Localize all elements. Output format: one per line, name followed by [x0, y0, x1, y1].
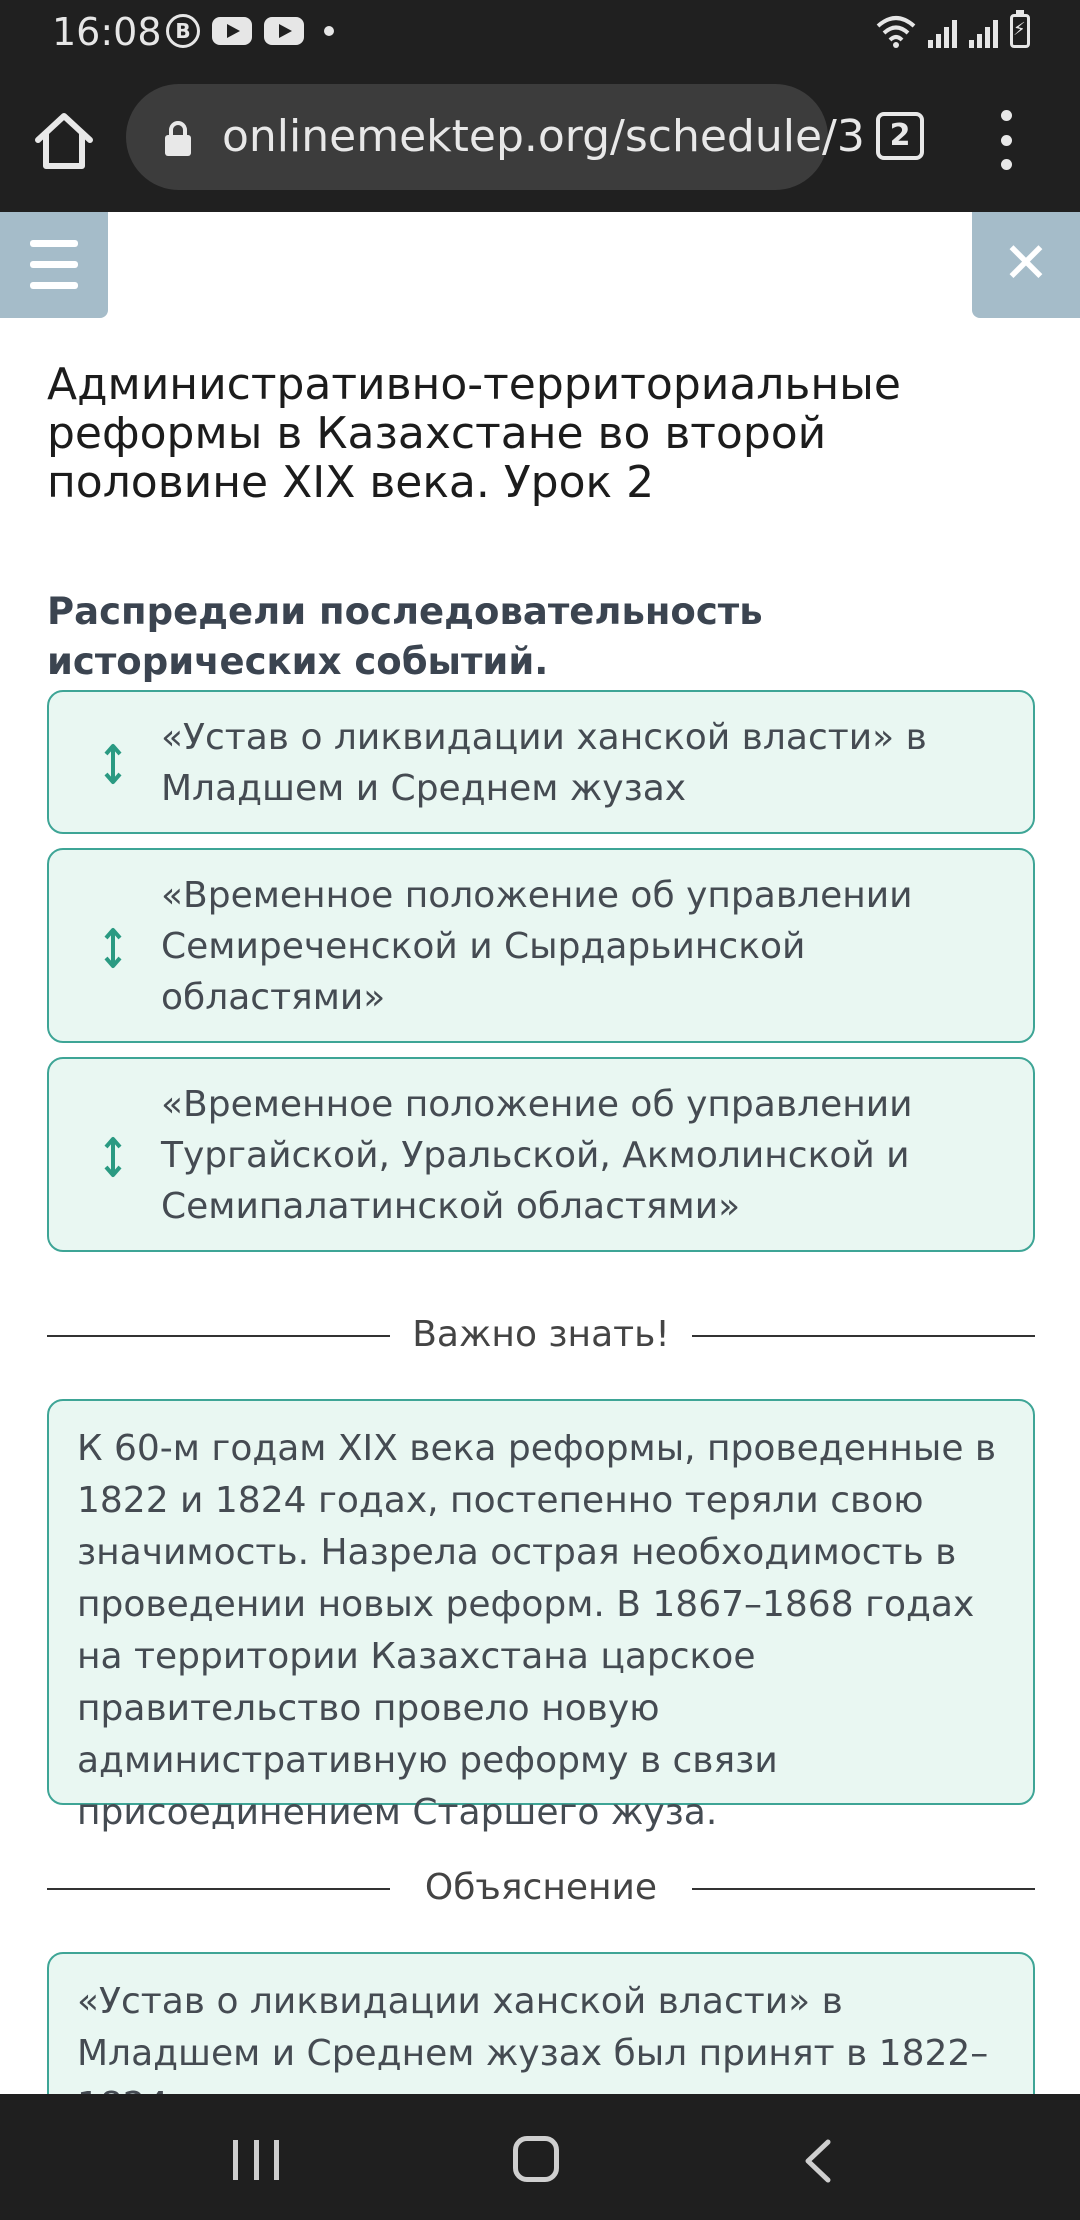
dot-icon [324, 26, 334, 36]
recent-apps-icon[interactable] [233, 2140, 279, 2180]
explanation-heading: Объяснение [424, 1867, 658, 1908]
status-time: 16:08 [52, 10, 162, 54]
home-nav-icon[interactable] [513, 2136, 559, 2182]
sortable-item[interactable] [47, 1057, 1035, 1252]
drag-handle-icon[interactable] [103, 744, 123, 784]
signal-icon [928, 18, 957, 48]
sortable-item[interactable] [47, 848, 1035, 1043]
question-prompt: Распредели последовательность исторических событий. [47, 590, 763, 683]
lock-icon [164, 120, 192, 156]
explanation-divider [47, 1863, 1035, 1913]
drag-handle-icon[interactable] [103, 928, 123, 968]
youtube-icon [212, 17, 252, 45]
sortable-item[interactable] [47, 690, 1035, 834]
address-bar[interactable] [126, 84, 865, 190]
menu-button[interactable] [0, 212, 108, 318]
sortable-item-text: «Устав о ликвидации ханской власти» в Младшем и Среднем жузах [161, 717, 927, 809]
lesson-title: Административно-территориальные реформы в Казахстане во второй половине XIX века. Урок 2 [47, 359, 901, 508]
status-notification-icons [166, 14, 334, 48]
explanation-text: «Устав о ликвидации ханской власти» в Младшем и Среднем жузах был принят в 1822– [77, 1981, 989, 2074]
signal-icon [969, 18, 998, 48]
sortable-item-text: «Временное положение об управлении Тургайской, Уральской, Акмолинской и Семипалатинской областями» [161, 1084, 913, 1227]
important-heading: Важно знать! [412, 1314, 670, 1355]
system-navigation-bar [0, 2094, 1080, 2220]
close-button[interactable]: ✕ [972, 212, 1080, 318]
b-circle-icon: B [166, 14, 200, 48]
drag-handle-icon[interactable] [103, 1137, 123, 1177]
wifi-icon [876, 14, 916, 48]
important-divider [47, 1310, 1035, 1360]
important-text: К 60-м годам XIX века реформы, проведенные в 1822 и 1824 годах, постепенно теряли свою значимость. Назрела острая необходимость в проведении новых реформ. В 1867–1868 годах на территории Казахстана царское правительство провело новую административную реформу в связи присоединением Старшего жуза. [77, 1428, 997, 1833]
back-icon[interactable] [800, 2138, 836, 2184]
browser-toolbar [0, 64, 1080, 212]
lesson-page [0, 212, 1080, 2094]
battery-charging-icon [1010, 14, 1030, 48]
browser-menu-icon[interactable] [994, 110, 1018, 170]
status-system-icons [876, 12, 1030, 48]
youtube-icon [264, 17, 304, 45]
important-info-box [47, 1399, 1035, 1833]
sortable-item-text: «Временное положение об управлении Семиреченской и Сырдарьинской областями» [161, 875, 913, 1018]
home-icon[interactable] [28, 104, 100, 176]
url-text: onlinemektep.org/schedule/3 [222, 111, 865, 162]
status-bar [0, 0, 1080, 64]
tab-switcher-button[interactable]: 2 [876, 112, 924, 160]
